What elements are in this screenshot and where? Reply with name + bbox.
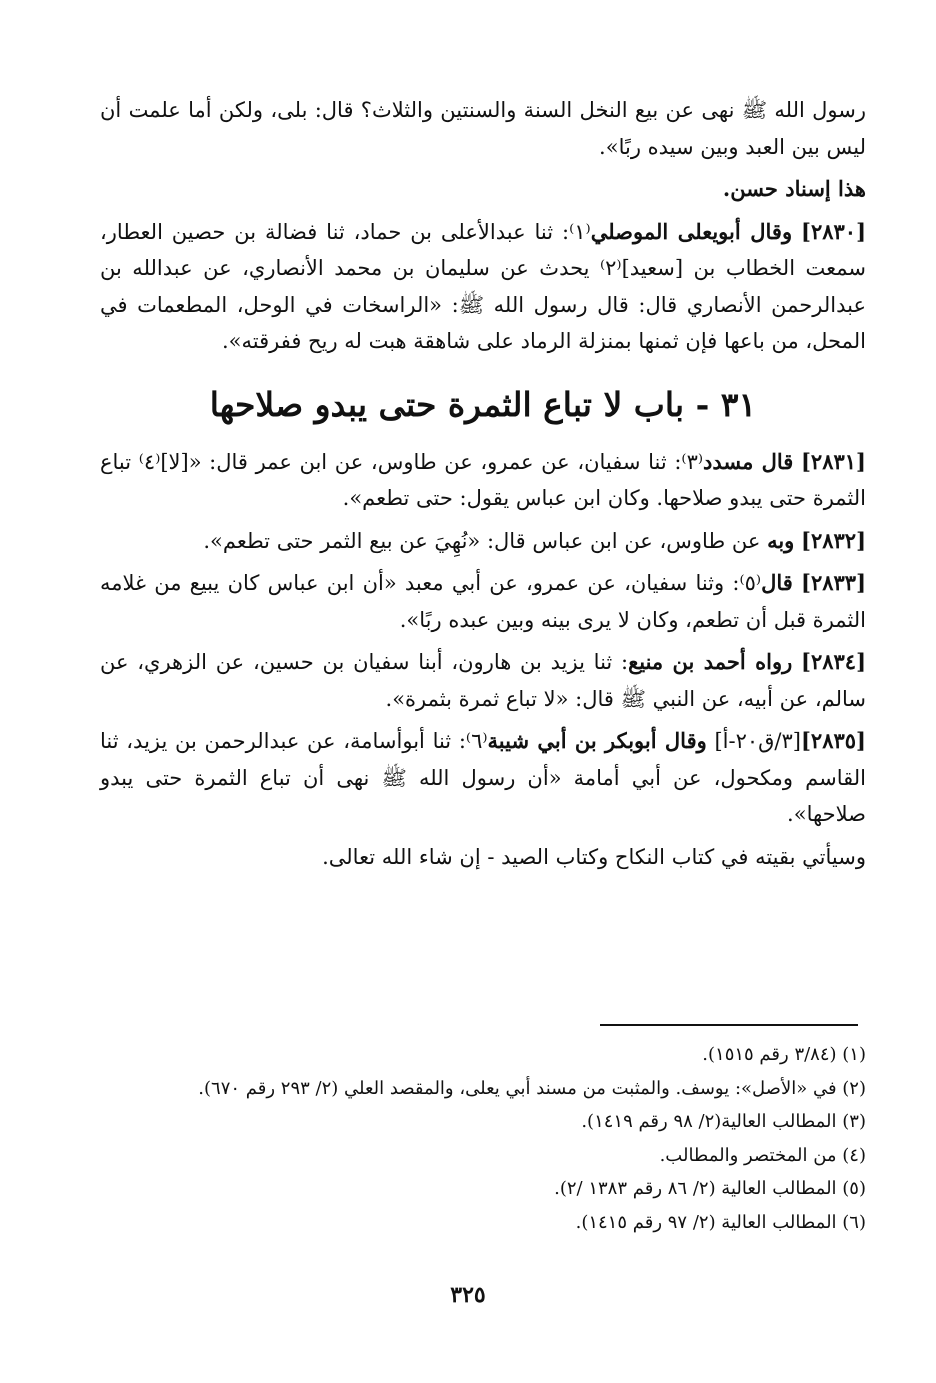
chapter-heading: ٣١ - باب لا تباع الثمرة حتى يبدو صلاحها bbox=[209, 384, 757, 424]
footnote-item: (١) (٣/٨٤ رقم ١٥١٥). bbox=[702, 1044, 866, 1065]
hadith-2831 bbox=[100, 444, 866, 517]
hadith-number: [٢٨٣٢] bbox=[801, 527, 866, 553]
hadith-2832 bbox=[100, 523, 866, 560]
narrator-lead: وقال أبويعلى الموصلي bbox=[590, 218, 793, 244]
hadith-2835 bbox=[100, 723, 866, 833]
footnotes-list bbox=[100, 1038, 866, 1239]
manuscript-reference: [٣/ق٢٠-أ] bbox=[714, 729, 801, 753]
hadith-number: [٢٨٣٣] bbox=[801, 570, 866, 595]
hadith-number: [٢٨٣١] bbox=[800, 448, 866, 474]
narrator-lead: رواه أحمد بن منيع bbox=[628, 649, 793, 674]
footnote-item: (٤) من المختصر والمطالب. bbox=[659, 1144, 866, 1166]
paragraph-text: هذا إسناد حسن. bbox=[722, 176, 866, 201]
hadith-2834 bbox=[100, 644, 866, 717]
page-body bbox=[100, 92, 866, 881]
hadith-text: ⁽٦⁾: ثنا أبوأسامة، عن عبدالرحمن بن يزيد، ثنا القاسم ومكحول، عن أبي أمامة «أن رسول الله ﷺ نهى أن تباع الثمرة حتى يبدو صلاحها». bbox=[100, 729, 866, 826]
closing-note bbox=[100, 839, 866, 876]
hadith-text: ⁽٥⁾: وثنا سفيان، عن عمرو، عن أبي معبد «أن ابن عباس كان يبيع من غلامه الثمرة قبل أن تطعم، وكان لا يرى بينه وبين عبده ربًا». bbox=[100, 571, 866, 632]
narrator-lead: قال bbox=[761, 570, 793, 595]
hadith-number: [٢٨٣٥] bbox=[800, 728, 866, 753]
paragraph-continuation bbox=[100, 92, 866, 165]
hadith-text: : ثنا يزيد بن هارون، أبنا سفيان بن حسين، عن الزهري، عن سالم، عن أبيه، عن النبي ﷺ قال: «لا تباع ثمرة بثمرة». bbox=[100, 650, 866, 711]
narrator-lead: قال مسدد bbox=[703, 448, 794, 474]
paragraph-text: رسول الله ﷺ نهى عن بيع النخل السنة والسنتين والثلاث؟ قال: بلى، ولكن أما علمت أن ليس بين العبد وبين سيده ربًا». bbox=[100, 98, 866, 159]
hadith-number: [٢٨٣٤] bbox=[801, 649, 866, 674]
footnote-item: (٥) المطالب العالية (٢/ ٨٦ رقم ١٣٨٣ /٢). bbox=[554, 1178, 866, 1199]
footnote-divider bbox=[600, 1024, 858, 1026]
hadith-2830 bbox=[100, 214, 866, 360]
narrator-lead: وقال أبوبكر بن أبي شيبة bbox=[487, 728, 707, 753]
hadith-number: [٢٨٣٠] bbox=[801, 218, 866, 244]
hadith-text: ⁽١⁾: ثنا عبدالأعلى بن حماد، ثنا فضالة بن حصين العطار، سمعت الخطاب بن [سعيد]⁽٢⁾ يحدث عن سليمان بن محمد الأنصاري، عن عبدالله بن عبدالرحمن الأنصاري قال: قال رسول الله ﷺ: «الراسخات في الوحل، المطعمات في المحل، من باعها فإن ثمنها بمنزلة الرماد على شاهقة هبت له ريح ففرقته». bbox=[100, 219, 866, 353]
paragraph-isnad-grade bbox=[100, 171, 866, 208]
page-number: ٣٢٥ bbox=[450, 1282, 486, 1308]
footnote-item: (٢) في «الأصل»: يوسف. والمثبت من مسند أبي يعلى، والمقصد العلي (٢/ ٢٩٣ رقم ٦٧٠). bbox=[198, 1077, 866, 1099]
hadith-2833 bbox=[100, 565, 866, 638]
hadith-text: ⁽٣⁾: ثنا سفيان، عن عمرو، عن طاوس، عن ابن عمر قال: «[لا]⁽٤⁾ تباع الثمرة حتى يبدو صلاحها. وكان ابن عباس يقول: حتى تطعم». bbox=[100, 449, 866, 510]
footnote-item: (٦) المطالب العالية (٢/ ٩٧ رقم ١٤١٥). bbox=[575, 1211, 866, 1233]
hadith-text: عن طاوس، عن ابن عباس قال: «نُهِيَ عن بيع الثمر حتى تطعم». bbox=[203, 528, 761, 553]
paragraph-text: وسيأتي بقيته في كتاب النكاح وكتاب الصيد - إن شاء الله تعالى. bbox=[322, 844, 866, 869]
footnote-item: (٣) المطالب العالية(٢/ ٩٨ رقم ١٤١٩). bbox=[581, 1111, 866, 1132]
narrator-lead: وبه bbox=[767, 527, 795, 553]
